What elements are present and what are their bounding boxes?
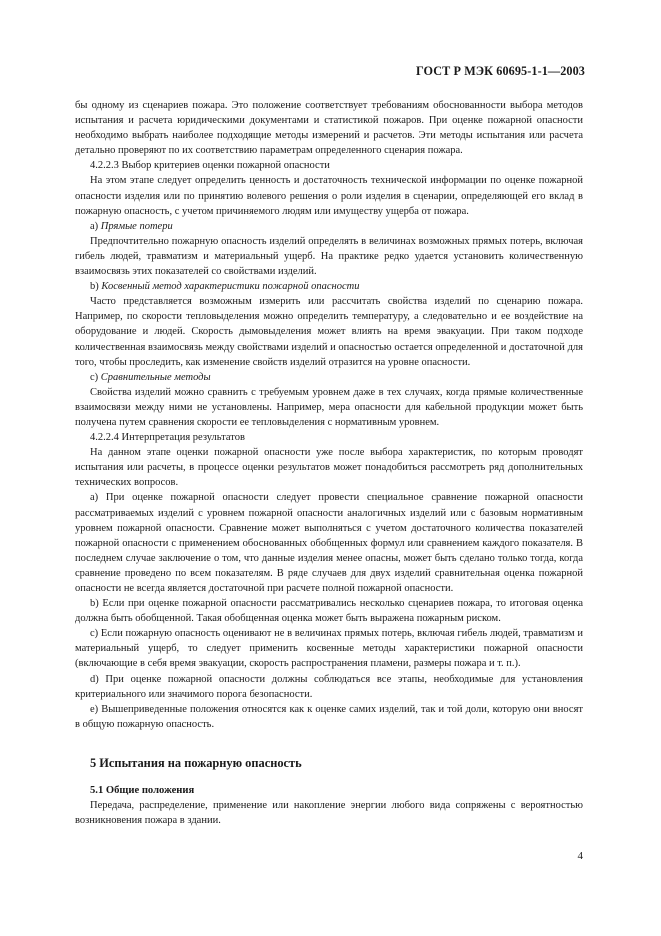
paragraph: Предпочтительно пожарную опасность изделий определять в величинах возможных прямых потерь, включая гибель людей, травматизм и материальный ущерб. На практике редко удается установить количественную взаимосвязь этих показателей со свойствами изделий. — [75, 235, 583, 278]
list-item: d) При оценке пожарной опасности должны соблюдаться все этапы, необходимые для установления критериального или значимого порога безопасности. — [75, 673, 583, 700]
list-item-title: Сравнительные методы — [100, 371, 211, 383]
list-item-title: Прямые потери — [100, 220, 173, 232]
paragraph: Передача, распределение, применение или накопление энергии любого вида сопряжены с вероятностью возникновения пожара в здании. — [75, 800, 583, 827]
paragraph: Часто представляется возможным измерить или рассчитать свойства изделий по сценарию пожара. Например, по скорости тепловыделения можно определить температуру, а следовательно и ее воздействие на оборудование и людей. Скорость дымовыделения может влиять на время эвакуации. При таком подходе количественная взаимосвязь между свойствами изделий и опасностью остается определенной и достаточной для того, чтобы проследить, как изменение свойств изделий отразится на уровне опасности. — [75, 296, 583, 368]
page-number: 4 — [577, 850, 583, 862]
list-marker: а) — [90, 220, 101, 232]
list-item: е) Вышеприведенные положения относятся как к оценке самих изделий, так и той доли, которую они вносят в общую пожарную опасность. — [75, 703, 583, 730]
paragraph: На данном этапе оценки пожарной опасности уже после выбора характеристик, по которым проводят испытания или расчеты, в процессе оценки результатов может понадобиться рассмотреть ряд дополнительных технических вопросов. — [75, 447, 583, 489]
section-title: 5 Испытания на пожарную опасность — [90, 755, 302, 770]
list-item: b) Если при оценке пожарной опасности рассматривались несколько сценариев пожара, то итоговая оценка должна быть обобщенной. Такая обобщенная оценка может быть выражена пожарным риском. — [75, 598, 583, 625]
clause-heading: 4.2.2.4 Интерпретация результатов — [90, 432, 245, 444]
subsection-title: 5.1 Общие положения — [90, 785, 195, 797]
list-marker: с) — [90, 371, 101, 383]
list-item-heading — [75, 279, 583, 294]
list-item-heading — [75, 370, 583, 385]
list-marker: b) — [90, 281, 102, 293]
list-item: с) Если пожарную опасность оценивают не в величинах прямых потерь, включая гибель людей, травматизм и материальный ущерб, то следует применить косвенные методы характеристики пожарной опасности (включающие в себя время эвакуации, скорость распространения пламени, размеры пожара и т. п.). — [75, 628, 583, 670]
document-header: ГОСТ Р МЭК 60695-1-1—2003 — [415, 64, 585, 78]
paragraph: бы одному из сценариев пожара. Это положение соответствует требованиям обоснованности выбора методов испытания и расчета юридическими документами и статистикой пожаров. При оценке пожарной опасности необходимо выбрать наиболее подходящие методы измерений и расчетов. Эти методы испытания или расчета детально проверяют по их соответствию параметрам определенного сценария пожара. — [75, 100, 583, 157]
paragraph: На этом этапе следует определить ценность и достаточность технической информации по оценке пожарной опасности изделия или по принятию волевого решения о роли изделия в сценарии, определяющей его вклад в пожарную опасность, с учетом причиняемого людям или имуществу ущерба от пожара. — [75, 175, 583, 217]
paragraph: Свойства изделий можно сравнить с требуемым уровнем даже в тех случаях, когда прямые количественные взаимосвязи между ними не установлены. Например, мера опасности для кабельной продукции может быть получена путем сравнения скорости ее тепловыделения с нормативным уровнем. — [75, 386, 583, 428]
list-item-title: Косвенный метод характеристики пожарной опасности — [101, 281, 360, 293]
page-content — [75, 98, 583, 828]
list-item: а) При оценке пожарной опасности следует провести специальное сравнение пожарной опасности рассматриваемых изделий с уровнем пожарной опасности аналогичных изделий или с базовым нормативным уровнем пожарной опасности. Сравнение может выполняться с учетом достаточного количества показателей пожарной опасности с применением обоснованных обобщенных формул или сравнением каждого показателя. В последнем случае заключение о том, что данные изделия менее опасны, может быть сделано только тогда, когда сравнение проведено по всем показателям. В ряде случаев для двух изделий сравнительная оценка пожарной опасности не всегда является достаточной при расчете полной пожарной опасности. — [75, 492, 583, 594]
clause-heading: 4.2.2.3 Выбор критериев оценки пожарной опасности — [90, 160, 330, 172]
list-item-heading — [75, 219, 583, 234]
